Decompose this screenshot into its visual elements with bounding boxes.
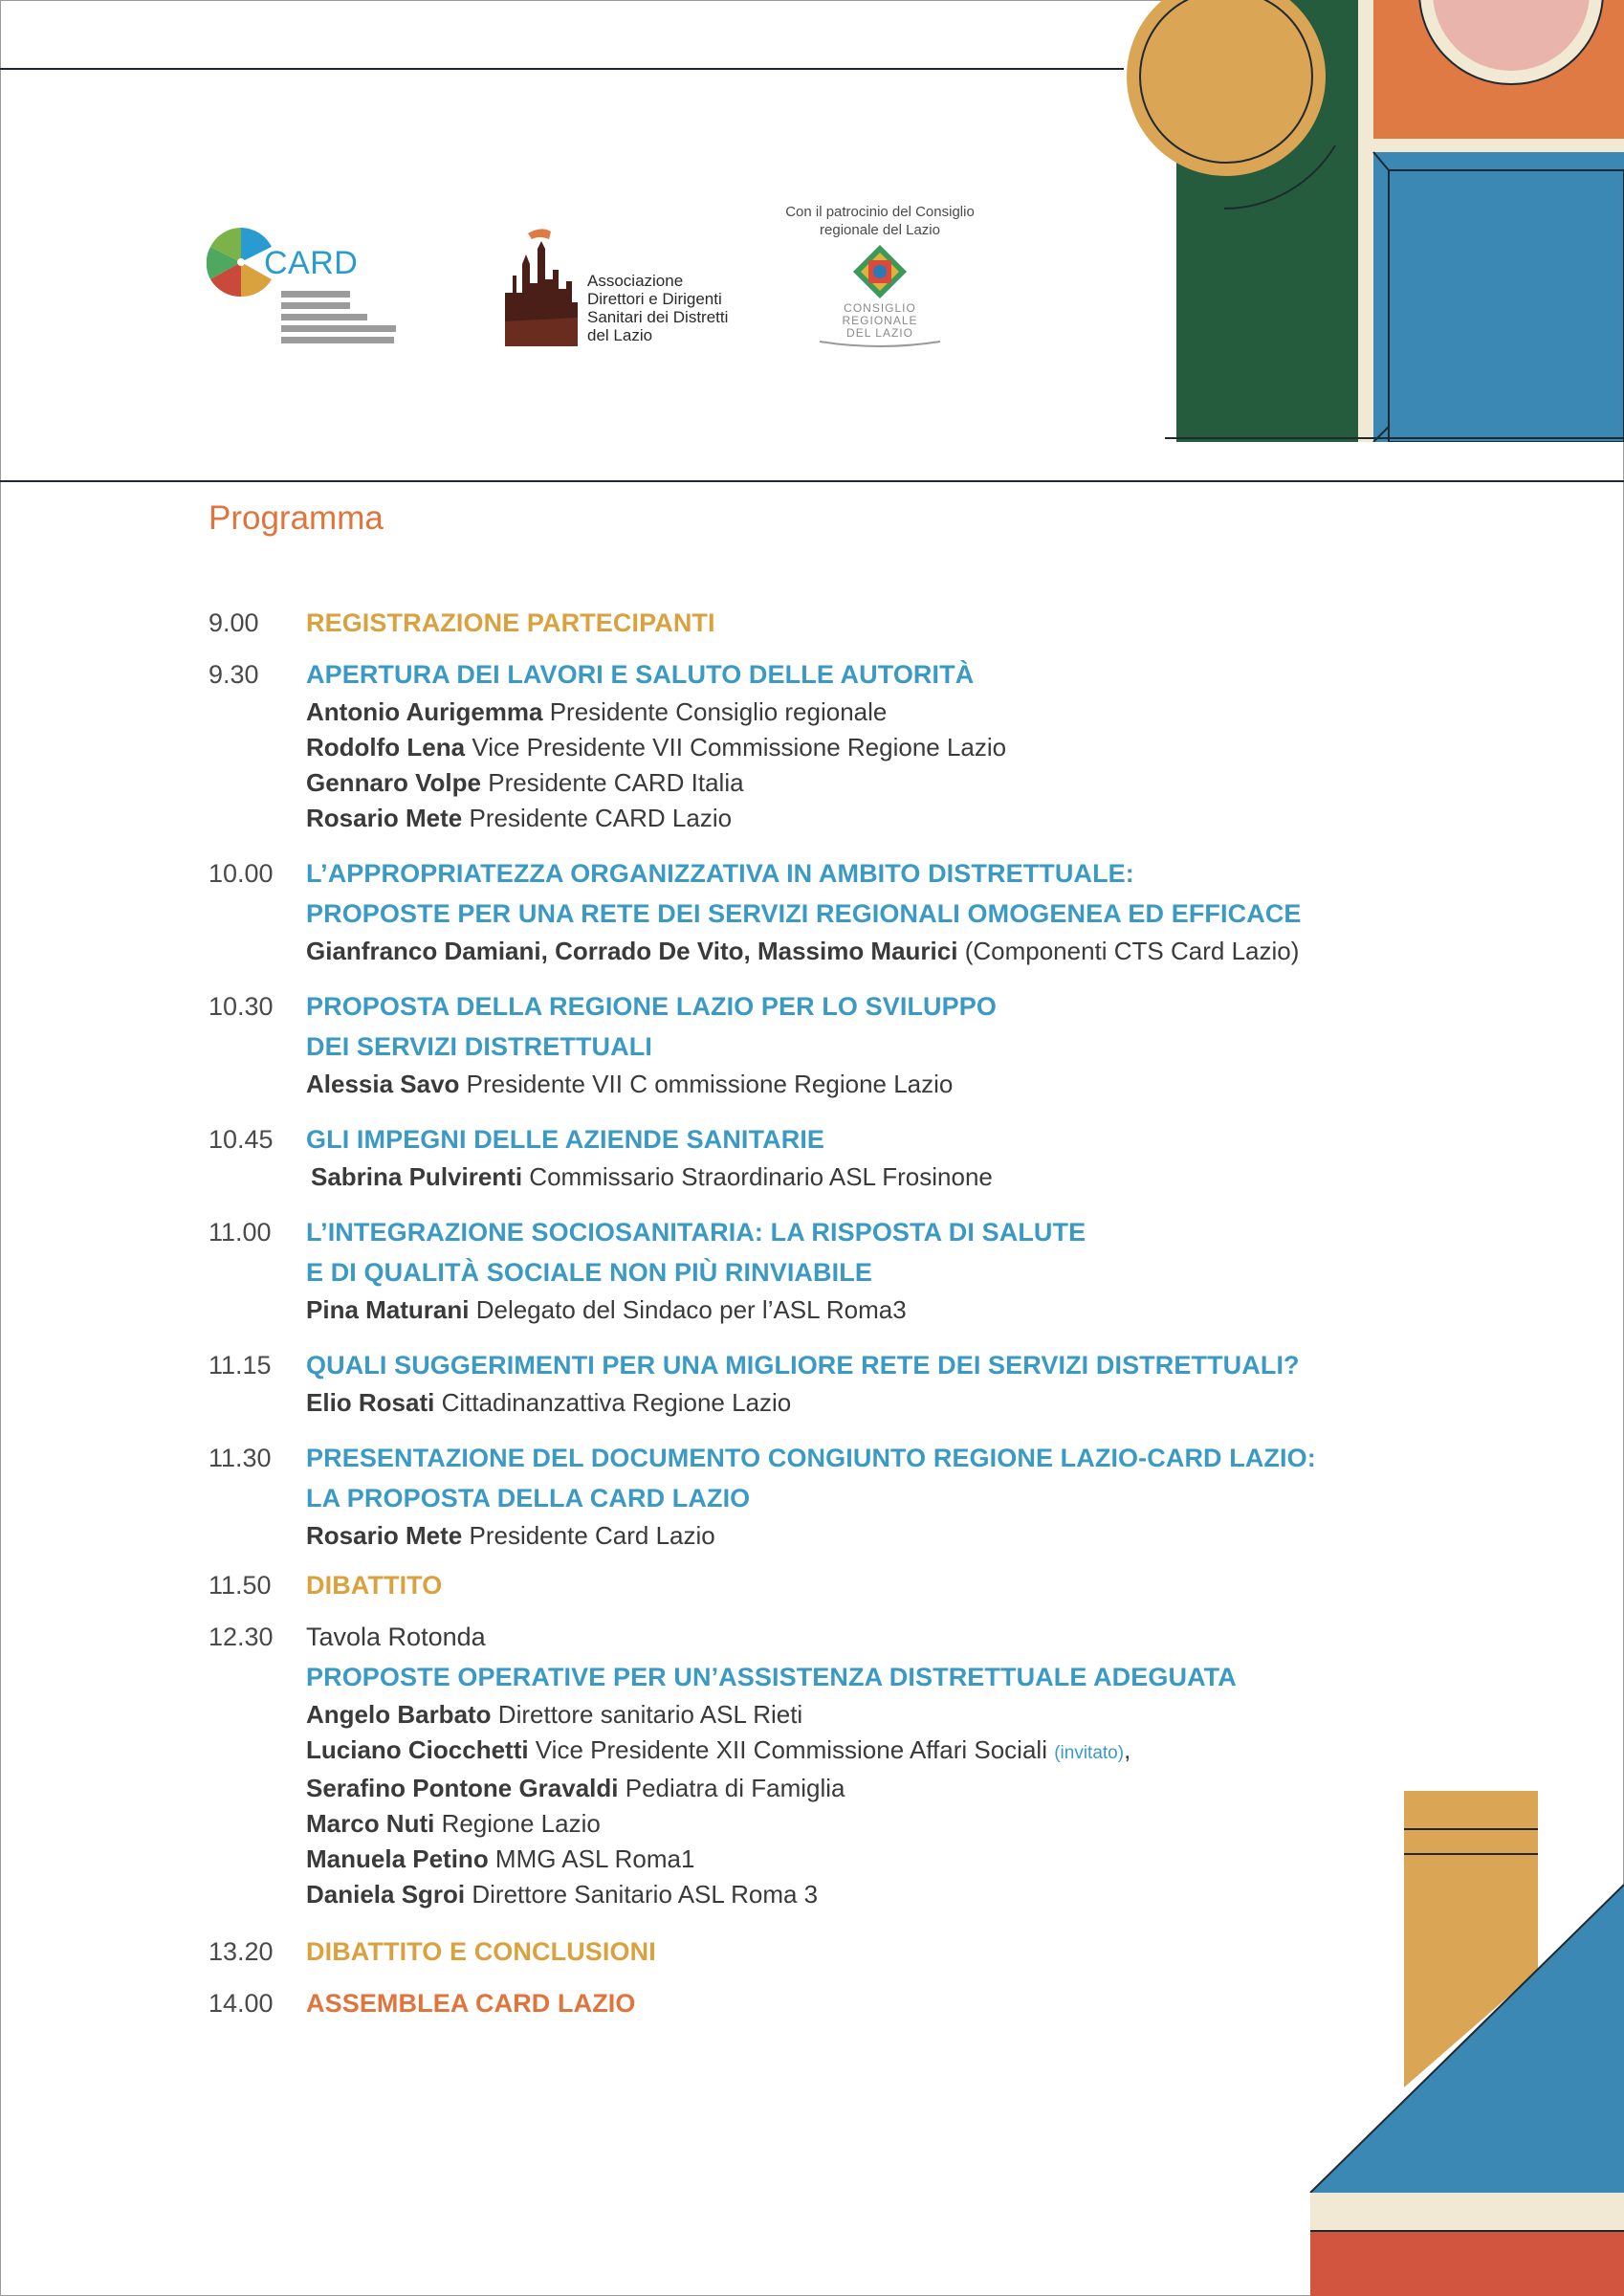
agenda-heading: PRESENTAZIONE DEL DOCUMENTO CONGIUNTO REGIONE LAZIO-CARD LAZIO:	[306, 1444, 1316, 1472]
agenda-heading: DIBATTITO E CONCLUSIONI	[306, 1937, 656, 1966]
council-underline	[818, 340, 942, 349]
speaker	[306, 1877, 1375, 1912]
speaker-role: Presidente VII C ommissione Regione Lazio	[459, 1070, 954, 1098]
agenda-heading: DIBATTITO	[306, 1571, 443, 1600]
agenda-time: 11.15	[208, 1351, 272, 1380]
agenda-time: 11.00	[208, 1218, 272, 1247]
speaker	[306, 934, 1375, 969]
speaker-name: Rosario Mete	[306, 804, 463, 832]
speaker-role: Presidente CARD Lazio	[462, 804, 733, 832]
agenda-heading: REGISTRAZIONE PARTECIPANTI	[306, 608, 715, 637]
speaker-role: Presidente CARD Italia	[481, 768, 744, 797]
agenda-heading: E DI QUALITÀ SOCIALE NON PIÙ RINVIABILE	[306, 1258, 872, 1287]
speaker-role: Direttore sanitario ASL Rieti	[491, 1700, 803, 1729]
speaker-role: Presidente Card Lazio	[462, 1521, 715, 1550]
council-logo	[775, 203, 985, 371]
speaker-name: Elio Rosati	[306, 1388, 435, 1417]
speaker	[306, 1385, 1375, 1421]
speaker-name: Manuela Petino	[306, 1844, 489, 1873]
agenda-time: 10.00	[208, 859, 274, 888]
agenda-item	[208, 654, 1375, 836]
agenda-item	[208, 1119, 1375, 1195]
speaker	[306, 765, 1375, 801]
speaker-role: Presidente Consiglio regionale	[542, 697, 888, 726]
speaker	[306, 1518, 1375, 1554]
agenda-heading: LA PROPOSTA DELLA CARD LAZIO	[306, 1484, 751, 1512]
speaker-role: Direttore Sanitario ASL Roma 3	[465, 1880, 819, 1909]
city-skyline-icon	[503, 226, 580, 346]
speaker	[306, 1806, 1375, 1842]
speaker-role: Cittadinanzattiva Regione Lazio	[434, 1388, 792, 1417]
speaker-role: Regione Lazio	[434, 1809, 601, 1838]
speaker-name: Serafino Pontone Gravaldi	[306, 1774, 619, 1802]
card-logo-bars	[281, 291, 396, 343]
agenda-item	[208, 1565, 1375, 1605]
card-logo	[207, 226, 407, 350]
speaker	[306, 695, 1375, 730]
speaker-name: Angelo Barbato	[306, 1700, 492, 1729]
agenda-heading: GLI IMPEGNI DELLE AZIENDE SANITARIE	[306, 1125, 825, 1154]
agenda-heading: PROPOSTE OPERATIVE PER UN’ASSISTENZA DISTRETTUALE ADEGUATA	[306, 1663, 1237, 1691]
association-logo	[503, 226, 752, 346]
speaker-name: Daniela Sgroi	[306, 1880, 466, 1909]
speaker-role: Commissario Straordinario ASL Frosinone	[522, 1162, 993, 1191]
agenda-time: 11.30	[208, 1444, 272, 1472]
speaker-name: Marco Nuti	[306, 1809, 435, 1838]
agenda-time: 9.00	[208, 608, 259, 637]
agenda-item	[208, 1438, 1375, 1554]
agenda-time: 13.20	[208, 1937, 274, 1966]
agenda-subtitle: Tavola Rotonda	[306, 1623, 486, 1651]
speaker-role: Delegato del Sindaco per l’ASL Roma3	[469, 1295, 907, 1324]
agenda-heading: L’INTEGRAZIONE SOCIOSANITARIA: LA RISPOSTA DI SALUTE	[306, 1218, 1086, 1247]
art-cream-band	[1310, 2193, 1624, 2231]
agenda-item	[208, 853, 1375, 969]
agenda-item	[208, 986, 1375, 1102]
speaker-name: Alessia Savo	[306, 1070, 460, 1098]
agenda-heading: APERTURA DEI LAVORI E SALUTO DELLE AUTORITÀ	[306, 660, 975, 689]
speaker-name: Gennaro Volpe	[306, 768, 481, 797]
agenda-item	[208, 1617, 1375, 1912]
speaker-role: Vice Presidente XII Commissione Affari Sociali	[528, 1735, 1055, 1764]
agenda-heading: L’APPROPRIATEZZA ORGANIZZATIVA IN AMBITO DISTRETTUALE:	[306, 859, 1134, 888]
speaker	[306, 1067, 1375, 1102]
speaker-role: Pediatra di Famiglia	[618, 1774, 845, 1802]
art-cream-strip	[1358, 0, 1373, 442]
speaker-role: (Componenti CTS Card Lazio)	[957, 937, 1300, 965]
speaker	[306, 730, 1375, 765]
speaker-name: Sabrina Pulvirenti	[311, 1162, 523, 1191]
speaker	[306, 1733, 1375, 1771]
agenda-time: 10.30	[208, 992, 274, 1021]
agenda-heading: PROPOSTE PER UNA RETE DEI SERVIZI REGIONALI OMOGENEA ED EFFICACE	[306, 899, 1302, 928]
speaker-name: Luciano Ciocchetti	[306, 1735, 529, 1764]
art-blue-block	[1373, 152, 1624, 442]
speaker-role: MMG ASL Roma1	[488, 1844, 695, 1873]
agenda-time: 12.30	[208, 1623, 274, 1651]
speaker-note: (invitato)	[1054, 1743, 1125, 1763]
speaker-role: Vice Presidente VII Commissione Regione Lazio	[465, 733, 1007, 762]
speaker-suffix: ,	[1124, 1735, 1131, 1764]
speaker	[306, 1771, 1375, 1806]
agenda-heading: PROPOSTA DELLA REGIONE LAZIO PER LO SVILUPPO	[306, 992, 997, 1021]
program-title: Programma	[208, 499, 384, 537]
agenda-item	[208, 1983, 1375, 2023]
agenda-heading: DEI SERVIZI DISTRETTUALI	[306, 1032, 652, 1061]
speaker-name: Pina Maturani	[306, 1295, 470, 1324]
speaker	[306, 801, 1375, 836]
council-name: CONSIGLIO REGIONALE DEL LAZIO	[842, 301, 918, 340]
agenda-item	[208, 603, 1375, 643]
speaker-name: Rosario Mete	[306, 1521, 463, 1550]
agenda-time: 10.45	[208, 1125, 274, 1154]
speaker-name: Antonio Aurigemma	[306, 697, 543, 726]
card-logo-text: CARD	[264, 245, 359, 281]
art-cream-band	[1373, 139, 1624, 152]
council-emblem-icon	[851, 243, 909, 300]
agenda-item	[208, 1345, 1375, 1421]
agenda-item	[208, 1932, 1375, 1972]
agenda-heading: ASSEMBLEA CARD LAZIO	[306, 1989, 636, 2018]
top-rule	[0, 68, 1124, 70]
speaker	[306, 1292, 1375, 1328]
agenda-heading: QUALI SUGGERIMENTI PER UNA MIGLIORE RETE DEI SERVIZI DISTRETTUALI?	[306, 1351, 1300, 1380]
agenda	[208, 603, 1375, 2023]
agenda-time: 11.50	[208, 1571, 272, 1600]
agenda-time: 9.30	[208, 660, 259, 689]
agenda-item	[208, 1212, 1375, 1328]
header-artwork	[1119, 0, 1624, 442]
council-caption: Con il patrocinio del Consiglio regionale del Lazio	[785, 204, 975, 238]
speaker	[306, 1697, 1375, 1733]
agenda-time: 14.00	[208, 1989, 274, 2018]
speaker	[306, 1159, 1375, 1195]
association-name: Associazione Direttori e Dirigenti Sanitari dei Distretti del Lazio	[587, 272, 729, 344]
speaker-name: Rodolfo Lena	[306, 733, 466, 762]
header-divider	[0, 480, 1624, 482]
speaker	[306, 1842, 1375, 1877]
speaker-name: Gianfranco Damiani, Corrado De Vito, Massimo Maurici	[306, 937, 958, 965]
art-red-block	[1310, 2231, 1624, 2296]
